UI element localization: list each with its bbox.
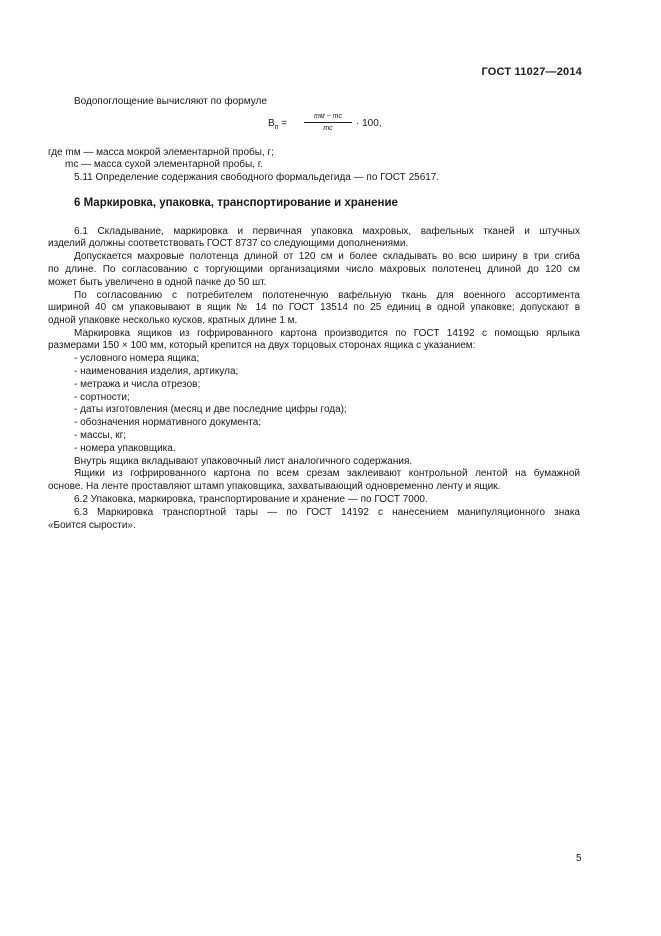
text-line: по длине. По согласованию с торгующими организациями число махровых полотенец длиной до 120 см	[48, 264, 580, 275]
item-6-2: 6.2 Упаковка, маркировка, транспортирование и хранение — по ГОСТ 7000.	[74, 494, 428, 505]
list-item: - массы, кг;	[74, 430, 127, 441]
section-6-title: 6 Маркировка, упаковка, транспортирование и хранение	[74, 197, 398, 209]
page-number: 5	[576, 853, 582, 864]
text-line: Ящики из гофрированного картона по всем срезам заклеивают контрольной лентой на бумажной	[74, 468, 580, 479]
text-line: «Боится сырости».	[48, 520, 136, 531]
list-item: - метража и числа отрезов;	[74, 379, 201, 390]
list-item: - наименования изделия, артикула;	[74, 366, 239, 377]
formula-numerator: mм − mс	[314, 113, 342, 120]
document-header: ГОСТ 11027—2014	[481, 66, 582, 78]
formula-intro: Водопоглощение вычисляют по формуле	[74, 96, 267, 107]
list-item: - условного номера ящика;	[74, 353, 200, 364]
text-line: изделий должны соответствовать ГОСТ 8737 со следующими дополнениями.	[48, 238, 409, 249]
text-line: Маркировка ящиков из гофрированного картона производится по ГОСТ 14192 с помощью ярлыка	[74, 328, 580, 339]
list-item: - даты изготовления (месяц и две последние цифры года);	[74, 404, 347, 415]
item-5-11: 5.11 Определение содержания свободного формальдегида — по ГОСТ 25617.	[74, 172, 440, 183]
text-line: основе. На ленте проставляют штамп упаковщика, захватывающий одновременно ленту и ящик.	[48, 481, 501, 492]
text-line: 6.1 Складывание, маркировка и первичная упаковка махровых, вафельных тканей и штучных	[74, 226, 580, 237]
formula-fraction	[304, 112, 352, 133]
formula-lhs: $В_п$ =	[268, 118, 288, 131]
list-item: - обозначения нормативного документа;	[74, 417, 262, 428]
formula-rhs: · 100,	[356, 118, 382, 129]
text-line: размерами 150 × 100 мм, который крепится на двух торцовых сторонах ящика с указанием:	[48, 340, 476, 351]
where-line: mс — масса сухой элементарной пробы, г.	[65, 159, 263, 170]
formula-denominator: mс	[323, 125, 333, 132]
fraction-bar	[304, 122, 352, 123]
text-line: Внутрь ящика вкладывают упаковочный лист аналогичного содержания.	[74, 456, 413, 467]
where-line: где mм — масса мокрой элементарной пробы, г;	[48, 147, 274, 158]
list-item: - сортности;	[74, 392, 130, 403]
item-6-3: 6.3 Маркировка транспортной тары — по ГОСТ 14192 с нанесением манипуляционного знака	[74, 507, 580, 518]
text-line: Допускается махровые полотенца длиной от 120 см и более складывать во всю ширину в три сгиба	[74, 251, 580, 262]
list-item: - номера упаковщика.	[74, 443, 176, 454]
text-line: По согласованию с потребителем полотенечную вафельную ткань для военного ассортимента	[74, 290, 580, 301]
text-line: может быть увеличено в одной пачке до 50 шт.	[48, 277, 267, 288]
text-line: шириной 40 см упаковывают в ящик № 14 по ГОСТ 13514 по 25 единиц в одной упаковке; допускают в	[48, 302, 580, 313]
text-line: одной упаковке несколько кусков, кратных длине 1 м.	[48, 315, 298, 326]
